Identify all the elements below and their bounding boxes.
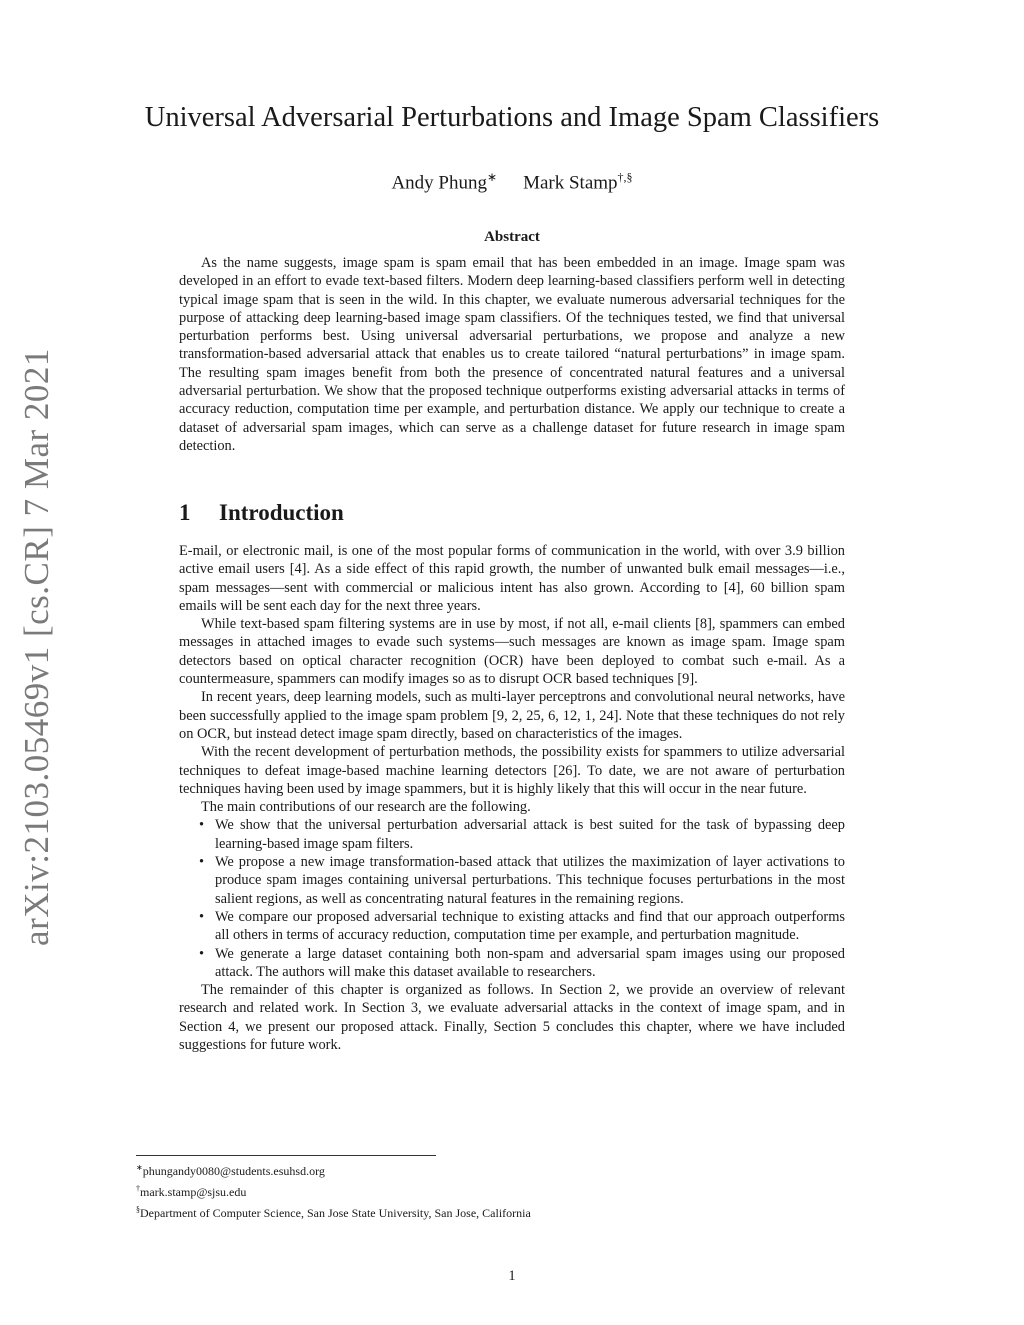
list-item: • We propose a new image transformation-based attack that utilizes the maximization of layer activations to produce spam images containing universal perturbations. This technique focuses perturbations in the most salient regions, as well as concentrating natural features in the remaining regions. <box>215 853 845 908</box>
arxiv-identifier-text: arXiv:2103.05469v1 [cs.CR] 7 Mar 2021 <box>17 348 57 946</box>
footnote-text: phungandy0080@students.esuhsd.org <box>142 1164 325 1178</box>
arxiv-identifier-stamp <box>12 348 62 946</box>
section-heading <box>179 500 344 526</box>
section-title: Introduction <box>219 500 344 525</box>
paragraph: In recent years, deep learning models, such as multi-layer perceptrons and convolutional neural networks, have been successfully applied to the image spam problem [9, 2, 25, 6, 12, 1, 24]. Note that these techniques do not rely on OCR, but instead detect image spam directly, based on characteristics of the images. <box>179 689 845 742</box>
author-name: Mark Stamp <box>523 172 618 194</box>
abstract-heading: Abstract <box>484 229 540 245</box>
paragraph: With the recent development of perturbation methods, the possibility exists for spammers to utilize adversarial techniques to defeat image-based machine learning detectors [26]. To date, we are not aware of perturbation techniques having been used by image spammers, but it is highly likely that this will occur in the near future. <box>179 744 845 797</box>
author-list <box>100 170 924 194</box>
footnote-divider <box>136 1155 436 1156</box>
footnote <box>136 1201 531 1222</box>
page-number: 1 <box>508 1268 516 1284</box>
paper-title: Universal Adversarial Perturbations and Image Spam Classifiers <box>144 102 880 133</box>
author-mark: †,§ <box>617 170 633 184</box>
list-item: • We compare our proposed adversarial technique to existing attacks and find that our approach outperforms all others in terms of accuracy reduction, computation time per example, and perturbation magnitude. <box>215 908 845 945</box>
paragraph: While text-based spam filtering systems are in use by most, if not all, e-mail clients [8], spammers can embed messages in attached images to evade such systems—such messages are known as image spam. Image spam detectors based on optical character recognition (OCR) have been deployed to combat such e-mail. As a countermeasure, spammers can modify images so as to disrupt OCR based techniques [9]. <box>179 616 845 688</box>
paragraph: The remainder of this chapter is organized as follows. In Section 2, we provide an overview of relevant research and related work. In Section 3, we evaluate adversarial attacks in the context of image spam, and in Section 4, we present our proposed attack. Finally, Section 5 concludes this chapter, where we have included suggestions for future work. <box>179 982 845 1054</box>
footnote <box>136 1159 531 1180</box>
footnote-mark: ∗ <box>136 1163 143 1172</box>
author-mark: ∗ <box>487 170 498 184</box>
paragraph: The main contributions of our research are the following. <box>201 799 531 816</box>
list-item: • We show that the universal perturbation adversarial attack is best suited for the task of bypassing deep learning-based image spam filters. <box>215 816 845 853</box>
contributions-list <box>179 816 845 981</box>
footnote-mark: § <box>136 1205 140 1214</box>
footnote-text: mark.stamp@sjsu.edu <box>140 1185 247 1199</box>
author-name: Andy Phung <box>391 172 487 194</box>
introduction-body <box>179 542 845 1054</box>
footnote <box>136 1180 531 1201</box>
footnote-text: Department of Computer Science, San Jose State University, San Jose, California <box>140 1206 531 1220</box>
footnote-mark: † <box>136 1184 140 1193</box>
paragraph: E-mail, or electronic mail, is one of the most popular forms of communication in the world, with over 3.9 billion active email users [4]. As a side effect of this rapid growth, the number of unwanted bulk email messages—i.e., spam messages—sent with commercial or malicious intent has also grown. According to [4], 60 billion spam emails will be sent each day for the next three years. <box>179 543 845 614</box>
footnotes <box>136 1159 531 1222</box>
abstract-text: As the name suggests, image spam is spam email that has been embedded in an image. Image spam was developed in an effort to evade text-based filters. Modern deep learning-based classifiers perform well in detecting typical image spam that is seen in the wild. In this chapter, we evaluate numerous adversarial techniques for the purpose of attacking deep learning-based image spam classifiers. Of the techniques tested, we find that universal perturbation performs best. Using universal adversarial perturbations, we propose and analyze a new transformation-based adversarial attack that enables us to create tailored “natural perturbations” in image spam. The resulting spam images benefit from both the presence of concentrated natural features and a universal adversarial perturbation. We show that the proposed technique outperforms existing adversarial attacks in terms of accuracy reduction, computation time per example, and perturbation distance. We apply our technique to create a dataset of adversarial spam images, which can serve as a challenge dataset for future research in image spam detection. <box>179 255 845 454</box>
list-item: • We generate a large dataset containing both non-spam and adversarial spam images using our proposed attack. The authors will make this dataset available to researchers. <box>215 945 845 982</box>
section-number: 1 <box>179 500 191 525</box>
